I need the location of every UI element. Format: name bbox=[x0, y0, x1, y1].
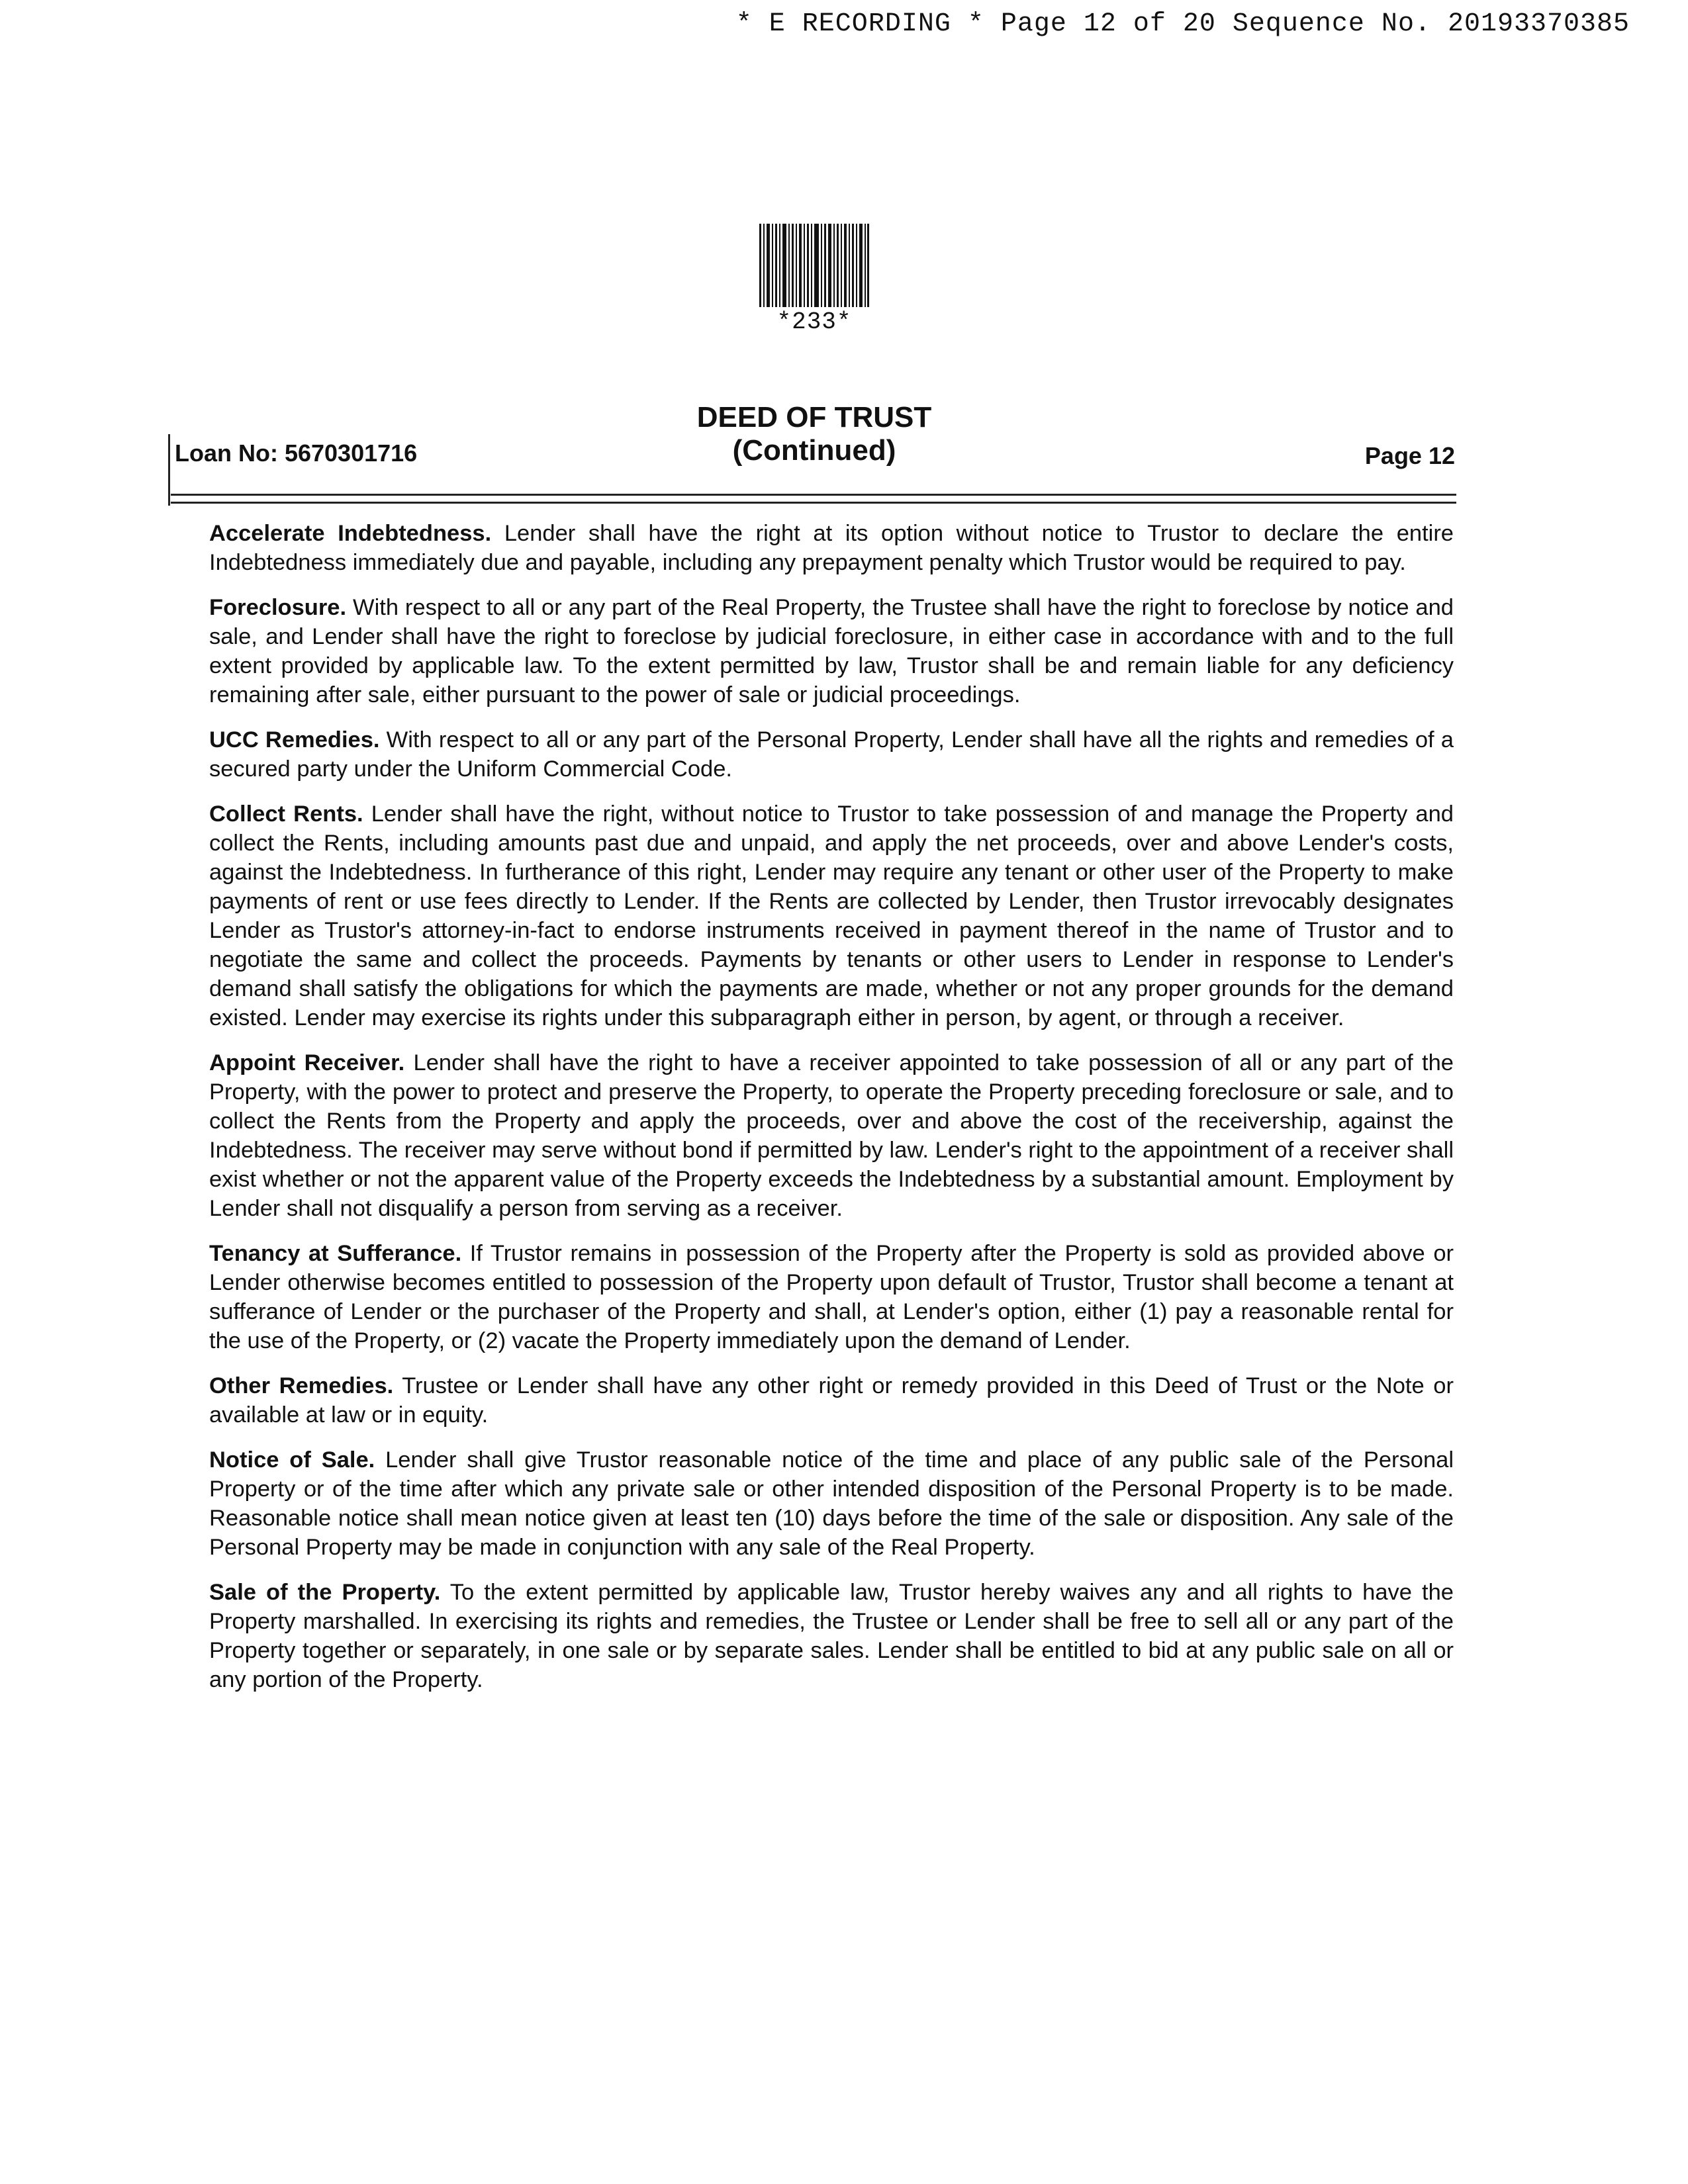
section-ucc-remedies bbox=[209, 725, 1454, 784]
section-body: Lender shall have the right at its option without notice to Trustor to declare the entire Indebtedness immediately due and payable, including any prepayment penalty which Trustor would be required to pay. bbox=[209, 521, 1454, 575]
margin-bar bbox=[168, 434, 170, 506]
section-accelerate-indebtedness bbox=[209, 519, 1454, 577]
barcode-text: *233* bbox=[776, 308, 852, 336]
section-sale-of-the-property bbox=[209, 1578, 1454, 1694]
section-other-remedies bbox=[209, 1371, 1454, 1430]
section-body: With respect to all or any part of the Real Property, the Trustee shall have the right to foreclose by notice and sale, and Lender shall have the right to foreclose by judicial foreclosure, in either case in accordance with and to the full extent provided by applicable law. To the extent permitted by law, Trustor shall be and remain liable for any deficiency remaining after sale, either pursuant to the power of sale or judicial proceedings. bbox=[209, 595, 1454, 707]
section-heading: Accelerate Indebtedness. bbox=[209, 521, 492, 546]
section-foreclosure bbox=[209, 593, 1454, 709]
header-divider-top bbox=[171, 494, 1456, 496]
section-notice-of-sale bbox=[209, 1445, 1454, 1562]
section-body: To the extent permitted by applicable law, Trustor hereby waives any and all rights to have the Property marshalled. In exercising its rights and remedies, the Trustee or Lender shall be free to sell all or any part of the Property together or separately, in one sale or by separate sales. Lender shall be entitled to bid at any public sale on all or any portion of the Property. bbox=[209, 1580, 1454, 1692]
document-body bbox=[209, 519, 1454, 1710]
barcode-icon bbox=[758, 224, 870, 307]
section-appoint-receiver bbox=[209, 1048, 1454, 1223]
section-body: Lender shall have the right to have a receiver appointed to take possession of all or any part of the Property, with the power to protect and preserve the Property, to operate the Property preceding foreclosure or sale, and to collect the Rents from the Property and apply the proceeds, over and above the cost of the receivership, against the Indebtedness. The receiver may serve without bond if permitted by law. Lender's right to the appointment of a receiver shall exist whether or not the apparent value of the Property exceeds the Indebtedness by a substantial amount. Employment by Lender shall not disqualify a person from serving as a receiver. bbox=[209, 1050, 1454, 1221]
page-number: Page 12 bbox=[1364, 442, 1455, 469]
section-body: If Trustor remains in possession of the Property after the Property is sold as provided above or Lender otherwise becomes entitled to possession of the Property upon default of Trustor, Trustor shall become a tenant at sufferance of Lender or the purchaser of the Property and shall, at Lender's option, either (1) pay a reasonable rental for the use of the Property, or (2) vacate the Property immediately upon the demand of Lender. bbox=[209, 1241, 1454, 1353]
section-heading: Foreclosure. bbox=[209, 595, 347, 620]
section-collect-rents bbox=[209, 799, 1454, 1032]
section-heading: Appoint Receiver. bbox=[209, 1050, 405, 1075]
document-subtitle: (Continued) bbox=[732, 434, 896, 467]
section-heading: Sale of the Property. bbox=[209, 1580, 441, 1605]
section-heading: Notice of Sale. bbox=[209, 1447, 375, 1473]
recording-stamp: * E RECORDING * Page 12 of 20 Sequence No. 20193370385 bbox=[735, 9, 1630, 39]
section-heading: Collect Rents. bbox=[209, 801, 363, 827]
barcode bbox=[755, 224, 874, 336]
section-body: Lender shall have the right, without notice to Trustor to take possession of and manage the Property and collect the Rents, including amounts past due and unpaid, and apply the net proceeds, over and above Lender's costs, against the Indebtedness. In furtherance of this right, Lender may require any tenant or other user of the Property to make payments of rent or use fees directly to Lender. If the Rents are collected by Lender, then Trustor irrevocably designates Lender as Trustor's attorney-in-fact to endorse instruments received in payment thereof in the name of Trustor and to negotiate the same and collect the proceeds. Payments by tenants or other users to Lender in response to Lender's demand shall satisfy the obligations for which the payments are made, whether or not any proper grounds for the demand existed. Lender may exercise its rights under this subparagraph either in person, by agent, or through a receiver. bbox=[209, 801, 1454, 1030]
document-title: DEED OF TRUST bbox=[696, 401, 932, 433]
section-body: Lender shall give Trustor reasonable notice of the time and place of any public sale of the Personal Property or of the time after which any private sale or other intended disposition of the Personal Property is to be made. Reasonable notice shall mean notice given at least ten (10) days before the time of the sale or disposition. Any sale of the Personal Property may be made in conjunction with any sale of the Real Property. bbox=[209, 1447, 1454, 1560]
header-divider-bottom bbox=[171, 502, 1456, 504]
section-heading: Tenancy at Sufferance. bbox=[209, 1241, 462, 1266]
section-heading: Other Remedies. bbox=[209, 1373, 394, 1398]
loan-number: Loan No: 5670301716 bbox=[175, 439, 418, 467]
section-tenancy-at-sufferance bbox=[209, 1239, 1454, 1355]
section-body: With respect to all or any part of the Personal Property, Lender shall have all the rights and remedies of a secured party under the Uniform Commercial Code. bbox=[209, 727, 1454, 782]
section-body: Trustee or Lender shall have any other right or remedy provided in this Deed of Trust or the Note or available at law or in equity. bbox=[209, 1373, 1454, 1428]
section-heading: UCC Remedies. bbox=[209, 727, 380, 752]
